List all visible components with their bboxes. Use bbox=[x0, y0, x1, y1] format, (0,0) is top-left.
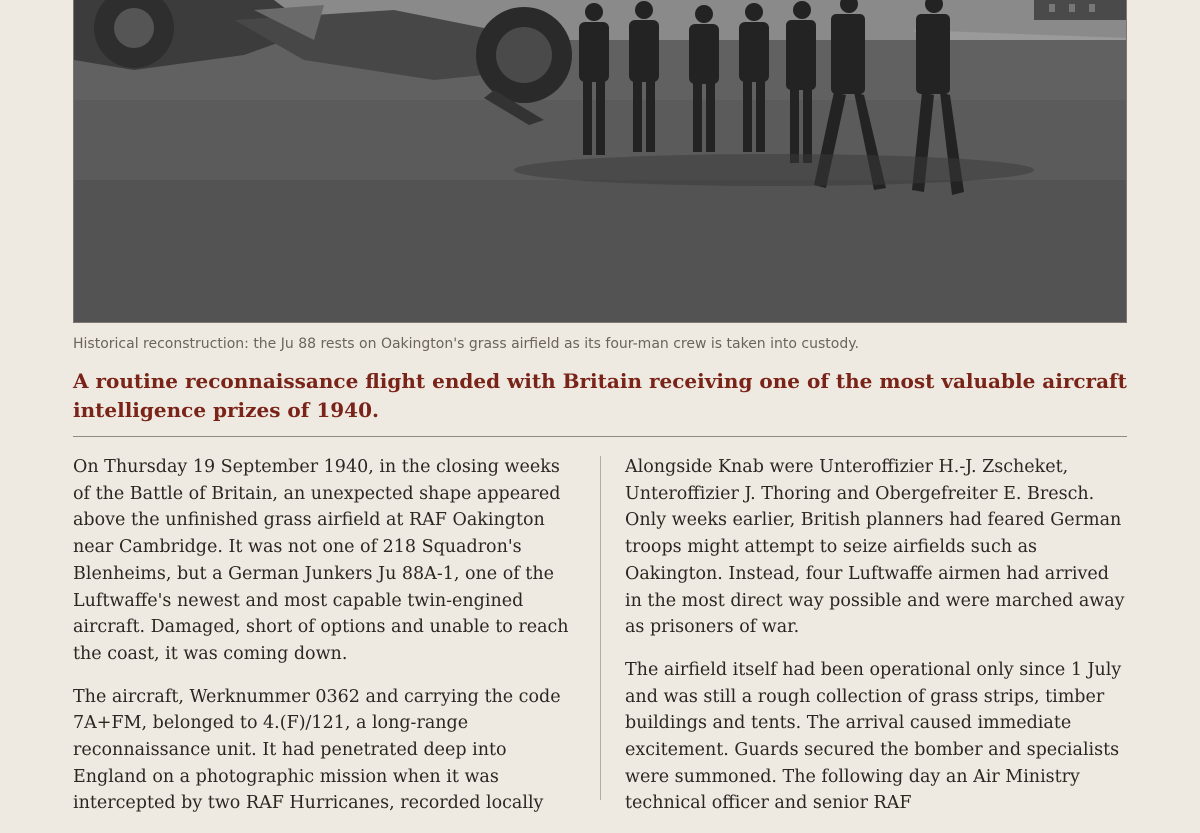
article-paragraph: Alongside Knab were Unteroffizier H.-J. Zscheket, Unteroffizier J. Thoring and Obergefreiter E. Bresch. Only weeks earlier, British planners had feared German troops might attempt to seize airfields such as Oakington. Instead, four Luftwaffe airmen had arrived in the most direct way possible and were marched away as prisoners of war. bbox=[625, 457, 1125, 638]
article-paragraph: The aircraft, Werknummer 0362 and carrying the code 7A+FM, belonged to 4.(F)/121, a long-range reconnaissance unit. It had penetrated deep into England on a photographic mission when it was intercepted by two RAF Hurricanes, recorded locally bbox=[73, 686, 561, 814]
article-column-left bbox=[73, 454, 578, 833]
article-paragraph: On Thursday 19 September 1940, in the closing weeks of the Battle of Britain, an unexpected shape appeared above the unfinished grass airfield at RAF Oakington near Cambridge. It was not one of 218 Squadron's Blenheims, but a German Junkers Ju 88A-1, one of the Luftwaffe's newest and most capable twin-engined aircraft. Damaged, short of options and unable to reach the coast, it was coming down. bbox=[73, 457, 569, 664]
article-standfirst: A routine reconnaissance flight ended with Britain receiving one of the most valuable aircraft intelligence prizes of 1940. bbox=[73, 369, 1127, 422]
article-paragraph: The airfield itself had been operational only since 1 July and was still a rough collection of grass strips, timber buildings and tents. The arrival caused immediate excitement. Guards secured the bomber and specialists were summoned. The following day an Air Ministry technical officer and senior RAF bbox=[625, 659, 1122, 814]
column-divider bbox=[600, 456, 601, 800]
section-divider bbox=[73, 436, 1127, 437]
photo-caption: Historical reconstruction: the Ju 88 rests on Oakington's grass airfield as its four-man crew is taken into custody. bbox=[73, 336, 859, 352]
hero-photo bbox=[73, 0, 1127, 323]
distant-building bbox=[1034, 0, 1127, 20]
crash-scene-illustration bbox=[74, 0, 1127, 323]
article-column-right bbox=[625, 454, 1125, 833]
